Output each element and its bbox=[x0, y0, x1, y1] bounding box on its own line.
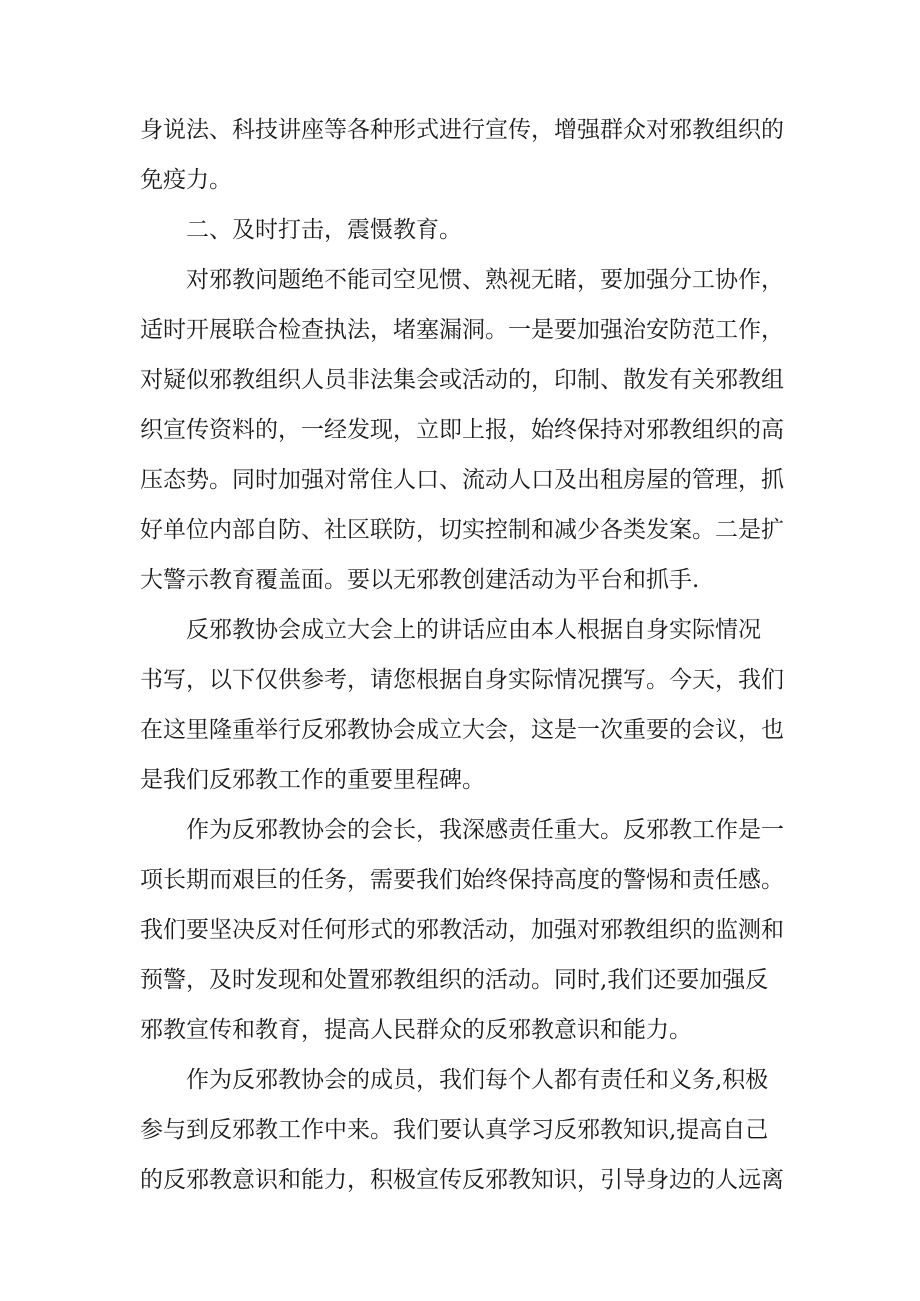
text-line: 反邪教协会成立大会上的讲话应由本人根据自身实际情况 bbox=[186, 617, 761, 643]
text-line: 预警，及时发现和处置邪教组织的活动。同时,我们还要加强反 bbox=[140, 967, 769, 993]
text-line: 对邪教问题绝不能司空见惯、熟视无睹，要加强分工协作， bbox=[186, 267, 784, 293]
text-line: 我们要坚决反对任何形式的邪教活动，加强对邪教组织的监测和 bbox=[140, 917, 784, 943]
text-line: 对疑似邪教组织人员非法集会或活动的，印制、散发有关邪教组 bbox=[140, 367, 784, 393]
text-line: 作为反邪教协会的会长，我深感责任重大。反邪教工作是一 bbox=[186, 817, 784, 843]
text-line: 在这里隆重举行反邪教协会成立大会，这是一次重要的会议，也 bbox=[140, 717, 784, 743]
text-line: 好单位内部自防、社区联防，切实控制和减少各类发案。二是扩 bbox=[140, 517, 784, 543]
text-line: 大警示教育覆盖面。要以无邪教创建活动为平台和抓手. bbox=[140, 567, 700, 593]
text-line: 作为反邪教协会的成员，我们每个人都有责任和义务,积极 bbox=[186, 1067, 769, 1093]
text-line: 书写，以下仅供参考，请您根据自身实际情况撰写。今天，我们 bbox=[140, 667, 784, 693]
text-line: 适时开展联合检查执法，堵塞漏洞。一是要加强治安防范工作， bbox=[140, 317, 784, 343]
text-line: 织宣传资料的，一经发现，立即上报，始终保持对邪教组织的高 bbox=[140, 417, 784, 443]
text-line: 身说法、科技讲座等各种形式进行宣传，增强群众对邪教组织的 bbox=[140, 117, 784, 143]
text-line: 参与到反邪教工作中来。我们要认真学习反邪教知识,提高自己 bbox=[140, 1117, 769, 1143]
text-line: 的反邪教意识和能力，积极宣传反邪教知识，引导身边的人远离 bbox=[140, 1167, 784, 1193]
text-line: 项长期而艰巨的任务，需要我们始终保持高度的警惕和责任感。 bbox=[140, 867, 784, 893]
text-line: 压态势。同时加强对常住人口、流动人口及出租房屋的管理，抓 bbox=[140, 467, 784, 493]
text-line: 是我们反邪教工作的重要里程碑。 bbox=[140, 767, 485, 793]
text-line: 邪教宣传和教育，提高人民群众的反邪教意识和能力。 bbox=[140, 1017, 692, 1043]
text-line: 免疫力。 bbox=[140, 167, 232, 193]
section-heading: 二、及时打击，震慑教育。 bbox=[186, 217, 462, 243]
